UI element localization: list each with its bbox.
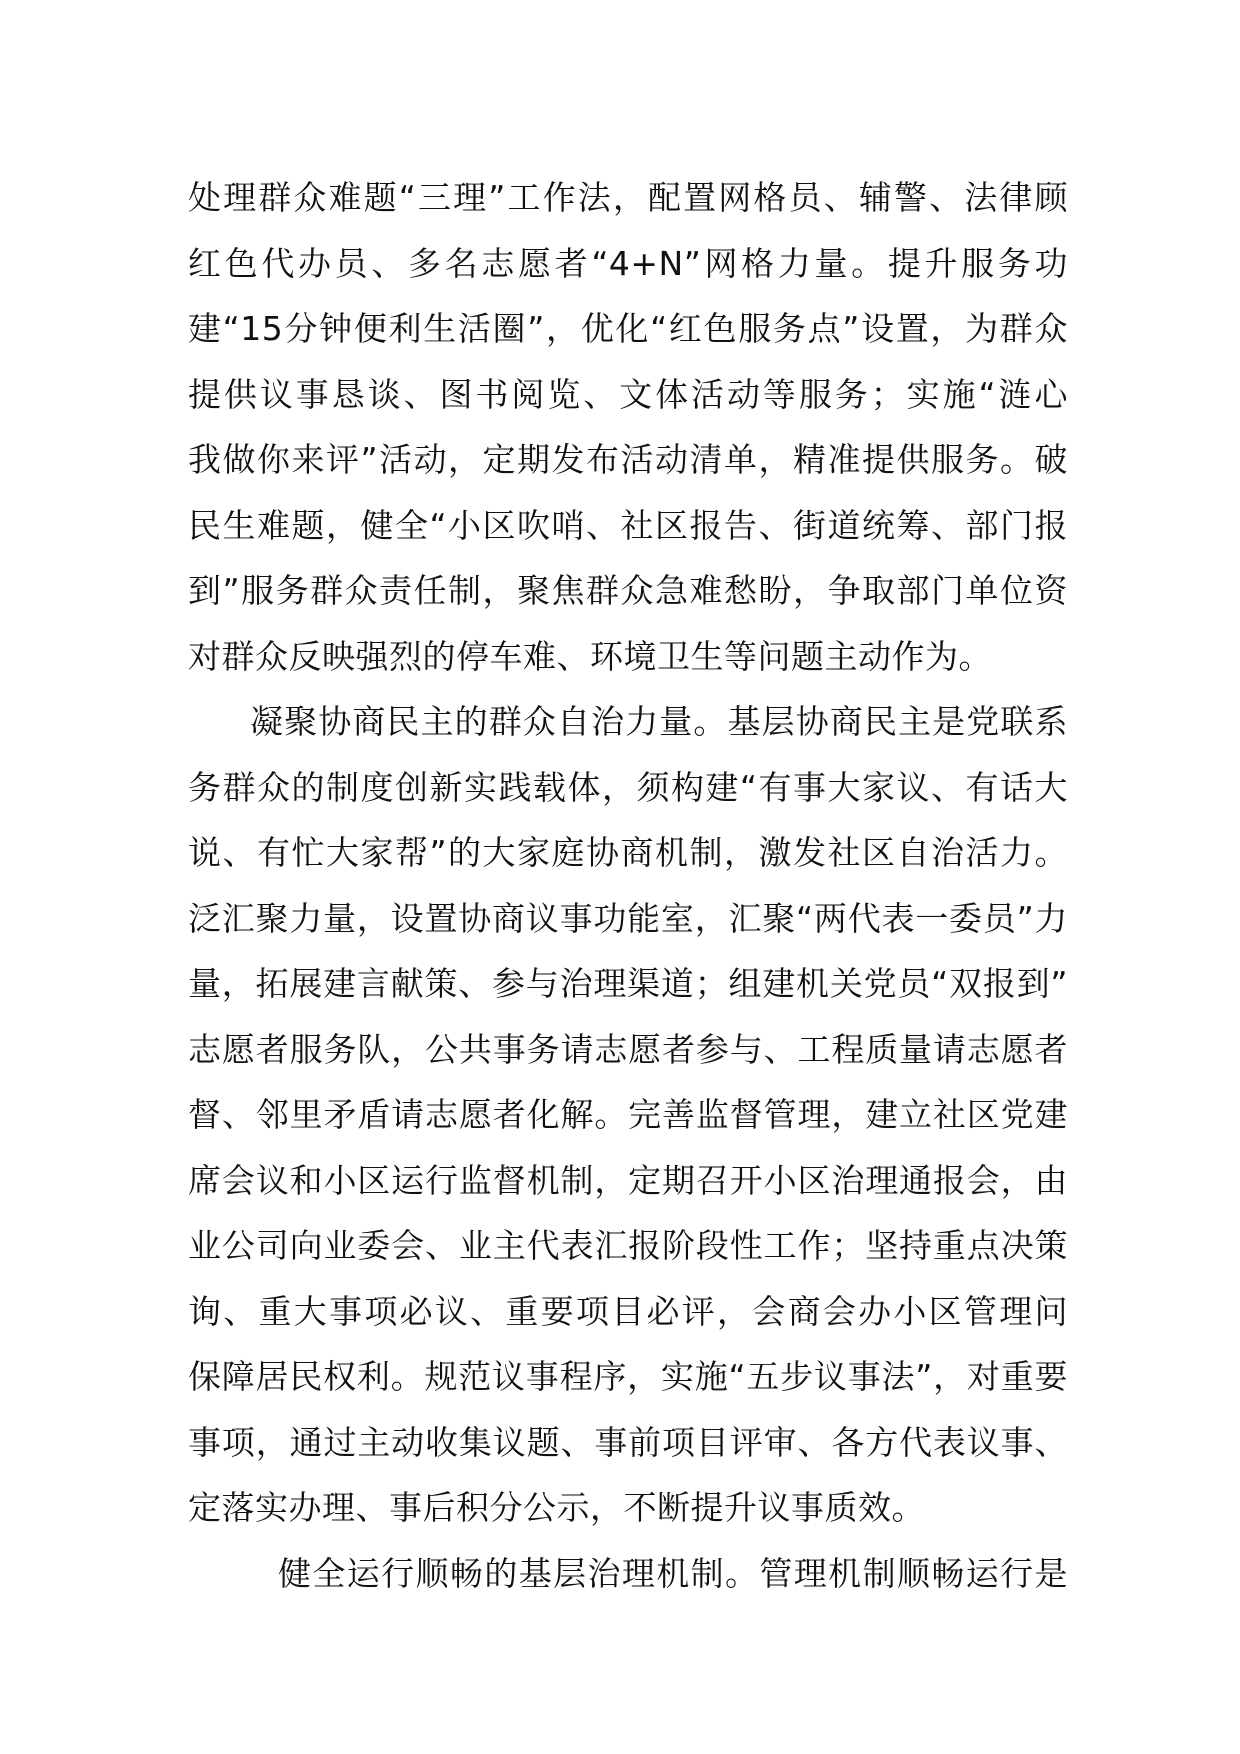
text-line: 询、重大事项必议、重要项目必评，会商会办小区管理问 bbox=[188, 1291, 1068, 1331]
text-line: 建“15分钟便利生活圈”，优化“红色服务点”设置，为群众 bbox=[188, 309, 1068, 348]
text-line: 事项，通过主动收集议题、事前项目评审、各方代表议事、 bbox=[188, 1422, 1068, 1462]
text-line: 民生难题，健全“小区吹哨、社区报告、街道统筹、部门报 bbox=[188, 505, 1068, 545]
text-line: 提供议事恳谈、图书阅览、文体活动等服务；实施“涟心 bbox=[188, 374, 1068, 414]
text-line: 对群众反映强烈的停车难、环境卫生等问题主动作为。 bbox=[188, 636, 992, 676]
text-line: 保障居民权利。规范议事程序，实施“五步议事法”，对重要 bbox=[188, 1357, 1068, 1396]
text-line: 处理群众难题“三理”工作法，配置网格员、辅警、法律顾 bbox=[188, 178, 1068, 217]
text-line: 务群众的制度创新实践载体，须构建“有事大家议、有话大 bbox=[188, 767, 1068, 807]
text-line: 我做你来评”活动，定期发布活动清单，精准提供服务。破 bbox=[188, 440, 1068, 479]
text-line: 督、邻里矛盾请志愿者化解。完善监督管理，建立社区党建 bbox=[188, 1095, 1068, 1134]
text-line: 席会议和小区运行监督机制，定期召开小区治理通报会，由 bbox=[188, 1160, 1068, 1200]
text-line: 泛汇聚力量，设置协商议事功能室，汇聚“两代表一委员”力 bbox=[188, 898, 1068, 938]
paragraph-first-line: 健全运行顺畅的基层治理机制。管理机制顺畅运行是 bbox=[278, 1553, 1068, 1593]
paragraph-first-line: 凝聚协商民主的群众自治力量。基层协商民主是党联系 bbox=[250, 702, 1068, 741]
body-text bbox=[188, 165, 1068, 1606]
text-line: 红色代办员、多名志愿者“4+N”网格力量。提升服务功 bbox=[188, 243, 1068, 283]
text-line: 定落实办理、事后积分公示，不断提升议事质效。 bbox=[188, 1488, 925, 1527]
text-line: 到”服务群众责任制，聚焦群众急难愁盼，争取部门单位资 bbox=[188, 571, 1068, 610]
text-line: 志愿者服务队，公共事务请志愿者参与、工程质量请志愿者 bbox=[188, 1029, 1068, 1069]
text-line: 业公司向业委会、业主代表汇报阶段性工作；坚持重点决策 bbox=[188, 1226, 1068, 1265]
text-line: 说、有忙大家帮”的大家庭协商机制，激发社区自治活力。 bbox=[188, 833, 1068, 872]
text-line: 量，拓展建言献策、参与治理渠道；组建机关党员“双报到” bbox=[188, 964, 1068, 1003]
